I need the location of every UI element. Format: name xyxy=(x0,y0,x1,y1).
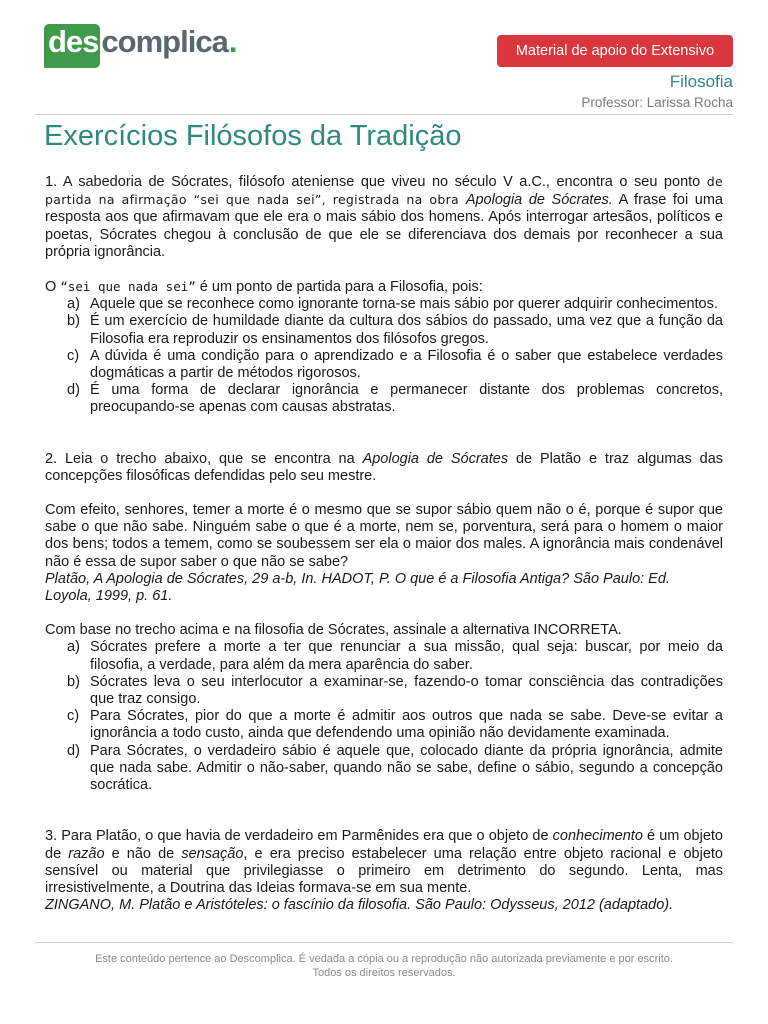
page-title: Exercícios Filósofos da Tradição xyxy=(44,120,462,152)
professor-label: Professor: Larissa Rocha xyxy=(581,95,733,110)
q2-intro: 2. Leia o trecho abaixo, que se encontra na Apologia de Sócrates de Platão e traz algumas das concepções filosóficas defendidas pelo seu mestre. xyxy=(45,450,724,484)
q1-option-b: b) É um exercício de humildade diante da cultura dos sábios do passado, uma vez que a função da Filosofia era reproduzir os ensinamentos dos filósofos gregos. xyxy=(67,313,723,347)
subject-label: Filosofia xyxy=(669,72,733,91)
logo-dot: . xyxy=(228,24,237,59)
footer-line-2: Todos os direitos reservados. xyxy=(312,967,456,979)
footer-line-1: Este conteúdo pertence ao Descomplica. É vedada a cópia ou a reprodução não autorizada previamente e por escrito. xyxy=(95,953,673,965)
footer-divider xyxy=(35,942,733,943)
q1-stem: O “sei que nada sei” é um ponto de partida para a Filosofia, pois: xyxy=(45,279,483,296)
q3-reference: ZINGANO, M. Platão e Aristóteles: o fascínio da filosofia. São Paulo: Odysseus, 2012 (adaptado). xyxy=(45,897,674,914)
q1-option-c: c) A dúvida é uma condição para o aprendizado e a Filosofia é o saber que estabelece verdades dogmáticas a partir de métodos rigorosos. xyxy=(67,347,723,382)
q2-options xyxy=(45,639,723,794)
material-badge: Material de apoio do Extensivo xyxy=(497,35,733,67)
q1-intro: 1. A sabedoria de Sócrates, filósofo ateniense que viveu no século V a.C., encontra o seu ponto de partida na afirmação “sei que nada sei”, registrada na obra Apologia de Sócrates. A frase foi uma resposta aos que afirmavam que ele era o mais sábio dos homens. Após interrogar artesãos, políticos e poetas, Sócrates chegou à conclusão de que ele se diferenciava dos demais por reconhecer a sua própria ignorância. xyxy=(45,174,723,260)
header-divider xyxy=(35,114,733,115)
q2-option-b: b) Sócrates leva o seu interlocutor a examinar-se, fazendo-o tomar consciência das contradições que traz consigo. xyxy=(67,673,723,708)
q1-option-a: a) Aquele que se reconhece como ignorante torna-se mais sábio por querer adquirir conhecimentos. xyxy=(67,296,718,313)
logo-box: des xyxy=(44,24,100,68)
descomplica-logo xyxy=(44,24,236,68)
q1-options xyxy=(45,296,723,416)
q1-option-d: d) É uma forma de declarar ignorância e permanecer distante dos problemas concretos, preocupando-se apenas com causas abstratas. xyxy=(67,382,723,416)
q2-stem: Com base no trecho acima e na filosofia de Sócrates, assinale a alternativa INCORRETA. xyxy=(45,622,622,639)
copyright-footer xyxy=(0,952,768,980)
q2-quote: Com efeito, senhores, temer a morte é o mesmo que se supor sábio quem não o é, porque é supor que sabe o que não sabe. Ninguém sabe o que é a morte, nem se, porventura, será para o homem o maior dos bens; todos a temem, como se soubessem ser ela o maior dos males. A ignorância mais condenável não é essa de supor saber o que não se sabe? xyxy=(45,502,723,570)
exercise-content xyxy=(45,173,723,914)
q2-option-c: c) Para Sócrates, pior do que a morte é admitir aos outros que nada se sabe. Deve-se evitar a ignorância a todo custo, ainda que defendendo uma opinião não devidamente examinada. xyxy=(67,708,723,742)
logo-text: complica xyxy=(101,24,228,59)
q2-option-d: d) Para Sócrates, o verdadeiro sábio é aquele que, colocado diante da própria ignorância, admite que nada sabe. Admitir o não-saber, quando não se sabe, define o sábio, segundo a concepção socrática. xyxy=(67,742,723,794)
q3-text: 3. Para Platão, o que havia de verdadeiro em Parmênides era que o objeto de conhecimento é um objeto de razão e não de sensação, e era preciso estabelecer uma relação entre objeto racional e objeto sensível ou material que privilegiasse o primeiro em detrimento do segundo. Lenta, mas irresistivelmente, a Doutrina das Ideias formava-se em sua mente. xyxy=(45,828,723,896)
q2-reference: Platão, A Apologia de Sócrates, 29 a-b, In. HADOT, P. O que é a Filosofia Antiga? São Paulo: Ed. Loyola, 1999, p. 61. xyxy=(45,570,670,605)
q2-option-a: a) Sócrates prefere a morte a ter que renunciar a sua missão, qual seja: buscar, por meio da filosofia, a verdade, para além da mera aparência do saber. xyxy=(67,639,723,673)
